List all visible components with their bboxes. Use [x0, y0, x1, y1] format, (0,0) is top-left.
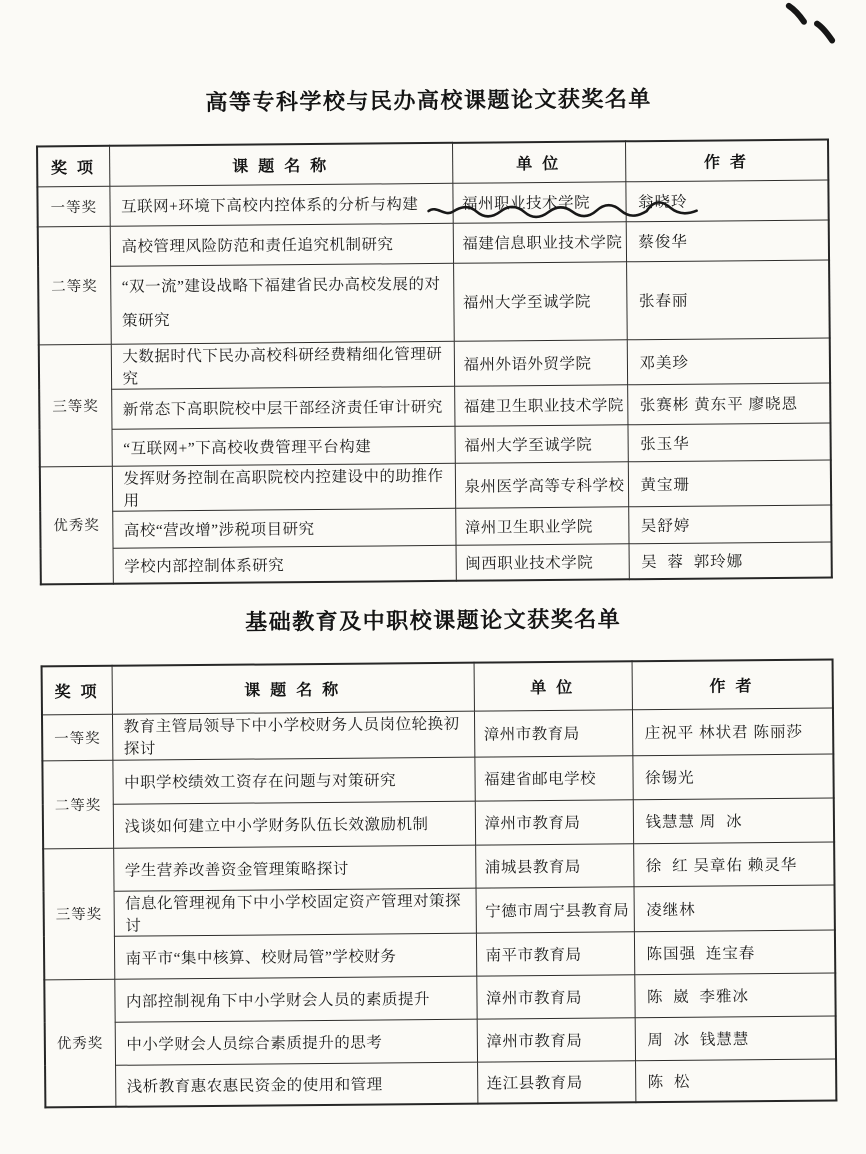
table-row — [42, 754, 833, 805]
authors-cell: 凌继林 — [634, 885, 835, 932]
authors-cell: 邓美珍 — [627, 338, 830, 385]
pen-tick-marks-icon — [773, 0, 862, 57]
column-header-authors: 作 者 — [625, 140, 828, 182]
award-cell: 一等奖 — [37, 186, 109, 227]
award-cell: 二等奖 — [38, 226, 111, 345]
topic-cell: 中职学校绩效工资存在问题与对策研究 — [112, 757, 474, 804]
topic-cell: 学生营养改善资金管理策略探讨 — [113, 845, 475, 891]
table-row — [42, 708, 833, 761]
topic-cell: “双一流”建设战略下福建省民办高校发展的对策研究 — [110, 263, 454, 344]
table-row — [41, 542, 832, 585]
topic-cell: 高校“营改增”涉税项目研究 — [112, 508, 455, 548]
unit-cell: 浦城县教育局 — [475, 843, 633, 887]
table-row — [39, 338, 830, 390]
topic-cell: 学校内部控制体系研究 — [113, 545, 456, 584]
topic-cell: 浅析教育惠农惠民资金的使用和管理 — [115, 1062, 477, 1107]
unit-cell: 南平市教育局 — [476, 931, 634, 975]
wavy-pen-underline-icon — [420, 191, 746, 230]
authors-cell: 张春丽 — [626, 260, 830, 340]
authors-cell: 黄宝珊 — [628, 460, 831, 507]
authors-cell: 蔡俊华 — [626, 220, 829, 262]
authors-cell: 徐锡光 — [632, 754, 833, 800]
award-cell: 优秀奖 — [44, 979, 115, 1108]
authors-cell: 吴 蓉 郭玲娜 — [629, 542, 832, 580]
topic-cell: 高校管理风险防范和责任追究机制研究 — [110, 223, 453, 266]
unit-cell: 福建信息职业技术学院 — [453, 221, 626, 263]
column-header-topic: 课 题 名 称 — [112, 663, 474, 714]
unit-cell: 漳州市教育局 — [474, 709, 632, 756]
authors-cell: 陈国强 连宝春 — [634, 930, 835, 975]
award-cell: 二等奖 — [42, 760, 113, 849]
column-header-authors: 作 者 — [632, 660, 833, 710]
topic-cell: 大数据时代下民办高校科研经费精细化管理研究 — [111, 341, 454, 389]
table-row — [43, 842, 834, 892]
topic-cell: 信息化管理视角下中小学校固定资产管理对策探讨 — [114, 888, 476, 936]
column-header-unit: 单 位 — [474, 661, 632, 710]
table-row — [44, 973, 835, 1023]
table-header-row — [42, 660, 833, 715]
unit-cell: 连江县教育局 — [477, 1060, 635, 1103]
authors-cell: 徐 红 吴章佑 赖灵华 — [633, 842, 834, 887]
unit-cell: 福州大学至诚学院 — [454, 424, 627, 463]
table-row — [44, 885, 835, 937]
unit-cell: 福州外语外贸学院 — [454, 339, 627, 386]
table-row — [39, 383, 830, 430]
table-row — [40, 460, 831, 512]
unit-cell: 福建卫生职业技术学院 — [454, 384, 627, 426]
table-title-basic-education: 基础教育及中职校课题论文获奖名单 — [245, 606, 622, 635]
authors-cell: 张赛彬 黄东平 廖晓恩 — [627, 383, 830, 425]
column-header-unit: 单 位 — [452, 141, 625, 183]
table-row — [43, 798, 834, 849]
table-row — [44, 930, 835, 980]
table-header-row — [37, 140, 828, 187]
column-header-topic: 课 题 名 称 — [109, 143, 452, 186]
authors-cell: 周 冰 钱慧慧 — [635, 1016, 836, 1061]
topic-cell: 教育主管局领导下中小学校财务人员岗位轮换初探讨 — [112, 711, 474, 760]
authors-cell: 庄祝平 林状君 陈丽莎 — [632, 708, 833, 756]
unit-cell: 漳州卫生职业学院 — [455, 506, 628, 545]
unit-cell: 漳州市教育局 — [477, 1017, 635, 1061]
topic-cell: 浅谈如何建立中小学财务队伍长效激励机制 — [113, 801, 475, 848]
award-cell: 一等奖 — [42, 714, 112, 761]
table-row — [38, 260, 830, 345]
column-header-award: 奖 项 — [37, 146, 109, 187]
topic-cell: 发挥财务控制在高职院校内控建设中的助推作用 — [112, 463, 455, 511]
unit-cell: 泉州医学高等专科学校 — [455, 461, 628, 508]
topic-cell: 南平市“集中核算、校财局管”学校财务 — [114, 933, 476, 979]
award-cell: 三等奖 — [43, 848, 114, 980]
topic-cell: “互联网+”下高校收费管理平台构建 — [111, 426, 454, 466]
table-row — [45, 1059, 836, 1108]
authors-cell: 钱慧慧 周 冰 — [633, 798, 834, 844]
column-header-award: 奖 项 — [42, 666, 112, 715]
topic-cell: 中小学财会人员综合素质提升的思考 — [115, 1019, 477, 1065]
authors-cell: 张玉华 — [627, 423, 830, 462]
authors-cell: 吴舒婷 — [628, 505, 831, 544]
unit-cell: 闽西职业技术学院 — [456, 543, 629, 581]
award-cell: 三等奖 — [39, 344, 112, 467]
topic-cell: 内部控制视角下中小学财会人员的素质提升 — [114, 976, 476, 1022]
authors-cell: 陈 松 — [635, 1059, 836, 1103]
unit-cell: 福建省邮电学校 — [474, 755, 632, 800]
unit-cell: 漳州市教育局 — [476, 974, 634, 1018]
award-table-basic-education — [41, 659, 838, 1109]
table-row — [45, 1016, 836, 1066]
topic-cell: 新常态下高职院校中层干部经济责任审计研究 — [111, 386, 454, 429]
authors-cell: 翁晓玲 — [625, 180, 828, 222]
unit-cell: 宁德市周宁县教育局 — [476, 886, 634, 932]
authors-cell: 陈 崴 李雅冰 — [634, 973, 835, 1018]
topic-cell: 互联网+环境下高校内控体系的分析与构建 — [109, 183, 452, 226]
table-title-higher-colleges: 高等专科学校与民办高校课题论文获奖名单 — [205, 86, 652, 115]
award-cell: 优秀奖 — [40, 466, 113, 585]
unit-cell: 福州职业技术学院 — [452, 181, 625, 223]
unit-cell: 福州大学至诚学院 — [453, 261, 627, 341]
unit-cell: 漳州市教育局 — [475, 799, 633, 844]
